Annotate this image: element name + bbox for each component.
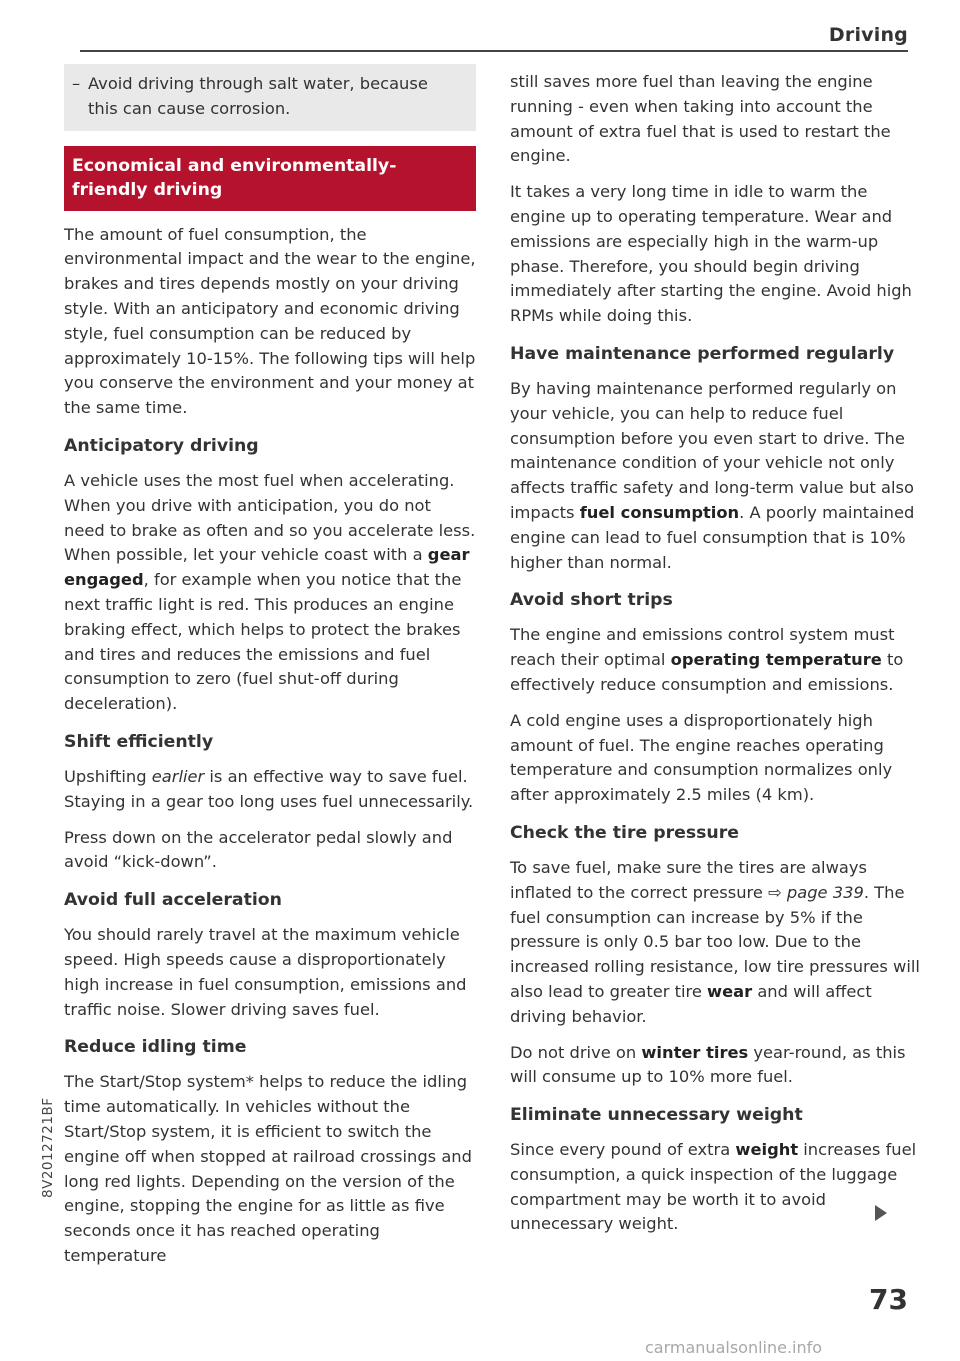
anticipatory-paragraph: A vehicle uses the most fuel when accelerating. When you drive with anticipation, you do not need to brake as often and so you accelerate less. When possible, let your vehicle coast with a gear engaged, for example when you notice that the next traffic light is red. This produces an engine braking effect, which helps to protect the brakes and tires and reduces the emissions and fuel consumption to zero (fuel shut-off during deceleration). — [64, 470, 476, 714]
list-item — [72, 72, 458, 122]
intro-paragraph: The amount of fuel consumption, the environmental impact and the wear to the engine, brakes and tires depends mostly on your driving style. With an anticipatory and economic driving style, fuel consumption can be reduced by approximately 10-15%. The following tips will help you conserve the environment and your money at the same time. — [64, 224, 476, 418]
shift-paragraph: Upshifting earlier is an effective way to save fuel. Staying in a gear too long uses fuel unnecessarily. — [64, 766, 474, 811]
maintenance-paragraph: By having maintenance performed regularly on your vehicle, you can help to reduce fuel consumption before you even start to drive. The maintenance condition of your vehicle not only affects traffic safety and long-term value but also impacts fuel consumption. A poorly maintained engine can lead to fuel consumption that is 10% higher than normal. — [510, 378, 915, 572]
heading-eliminate-weight: Eliminate unnecessary weight — [510, 1105, 803, 1126]
winter-tires-paragraph: Do not drive on winter tires year-round, as this will consume up to 10% more fuel. — [510, 1042, 906, 1087]
header-rule — [80, 50, 908, 52]
document-code: 8V2012721BF — [40, 1097, 56, 1198]
heading-short-trips: Avoid short trips — [510, 590, 673, 611]
short-trips-paragraph: The engine and emissions control system must reach their optimal operating temperature to effectively reduce consumption and emissions. — [510, 625, 904, 694]
bold-term: winter tires — [641, 1042, 749, 1062]
italic-term: earlier — [151, 766, 205, 786]
heading-shift-efficiently: Shift efficiently — [64, 731, 214, 752]
right-column — [510, 70, 922, 1248]
idling-paragraph: The Start/Stop system* helps to reduce the idling time automatically. In vehicles without the Start/Stop system, it is efficient to switch the engine off when stopped at railroad crossings and long red lights. Depending on the version of the engine, stopping the engine for as little as five seconds once it has reached operating temperature — [64, 1072, 472, 1265]
page-reference-link[interactable]: ⇨ page 339 — [768, 882, 864, 902]
dash-bullet: – — [72, 74, 81, 93]
heading-avoid-full-acceleration: Avoid full acceleration — [64, 890, 282, 911]
heading-reduce-idling: Reduce idling time — [64, 1037, 247, 1058]
bold-term: wear — [707, 981, 753, 1001]
left-column — [64, 70, 476, 1280]
continue-arrow-icon — [875, 1205, 887, 1221]
acceleration-paragraph: You should rarely travel at the maximum vehicle speed. High speeds cause a disproportionately high increase in fuel consumption, emissions and traffic noise. Slower driving saves fuel. — [64, 925, 467, 1019]
note-text: Avoid driving through salt water, because this can cause corrosion. — [88, 74, 428, 118]
bold-term: operating temperature — [670, 650, 882, 670]
note-box — [64, 64, 476, 131]
running-title: Driving — [828, 24, 908, 46]
tire-paragraph: To save fuel, make sure the tires are always inflated to the correct pressure ⇨ page 339. The fuel consumption can increase by 5% if the pressure is only 0.5 bar too low. Due to the increased rolling resistance, low tire pressures will also lead to greater tire wear and will affect driving behavior. — [510, 857, 920, 1026]
weight-paragraph: Since every pound of extra weight increases fuel consumption, a quick inspection of the luggage compartment may be worth it to avoid unnecessary weight. — [510, 1140, 917, 1234]
kickdown-paragraph: Press down on the accelerator pedal slowly and avoid “kick-down”. — [64, 827, 453, 872]
page-number: 73 — [869, 1283, 908, 1316]
warmup-paragraph: It takes a very long time in idle to warm the engine up to operating temperature. Wear and emissions are especially high in the warm-up phase. Therefore, you should begin driving immediately after starting the engine. Avoid high RPMs while doing this. — [510, 182, 912, 326]
heading-maintenance: Have maintenance performed regularly — [510, 343, 895, 364]
bold-term: fuel consumption — [579, 502, 740, 522]
bold-term: weight — [735, 1140, 799, 1160]
heading-tire-pressure: Check the tire pressure — [510, 822, 739, 843]
bold-term: gear engaged — [64, 545, 470, 590]
heading-anticipatory-driving: Anticipatory driving — [64, 435, 259, 456]
continuation-paragraph: still saves more fuel than leaving the engine running - even when taking into account the amount of extra fuel that is used to restart the engine. — [510, 72, 891, 166]
cold-engine-paragraph: A cold engine uses a disproportionately high amount of fuel. The engine reaches operating temperature and consumption normalizes only after approximately 2.5 miles (4 km). — [510, 710, 893, 805]
watermark: carmanualsonline.info — [645, 1338, 823, 1357]
section-title: Economical and environmentally-friendly driving — [64, 146, 476, 211]
